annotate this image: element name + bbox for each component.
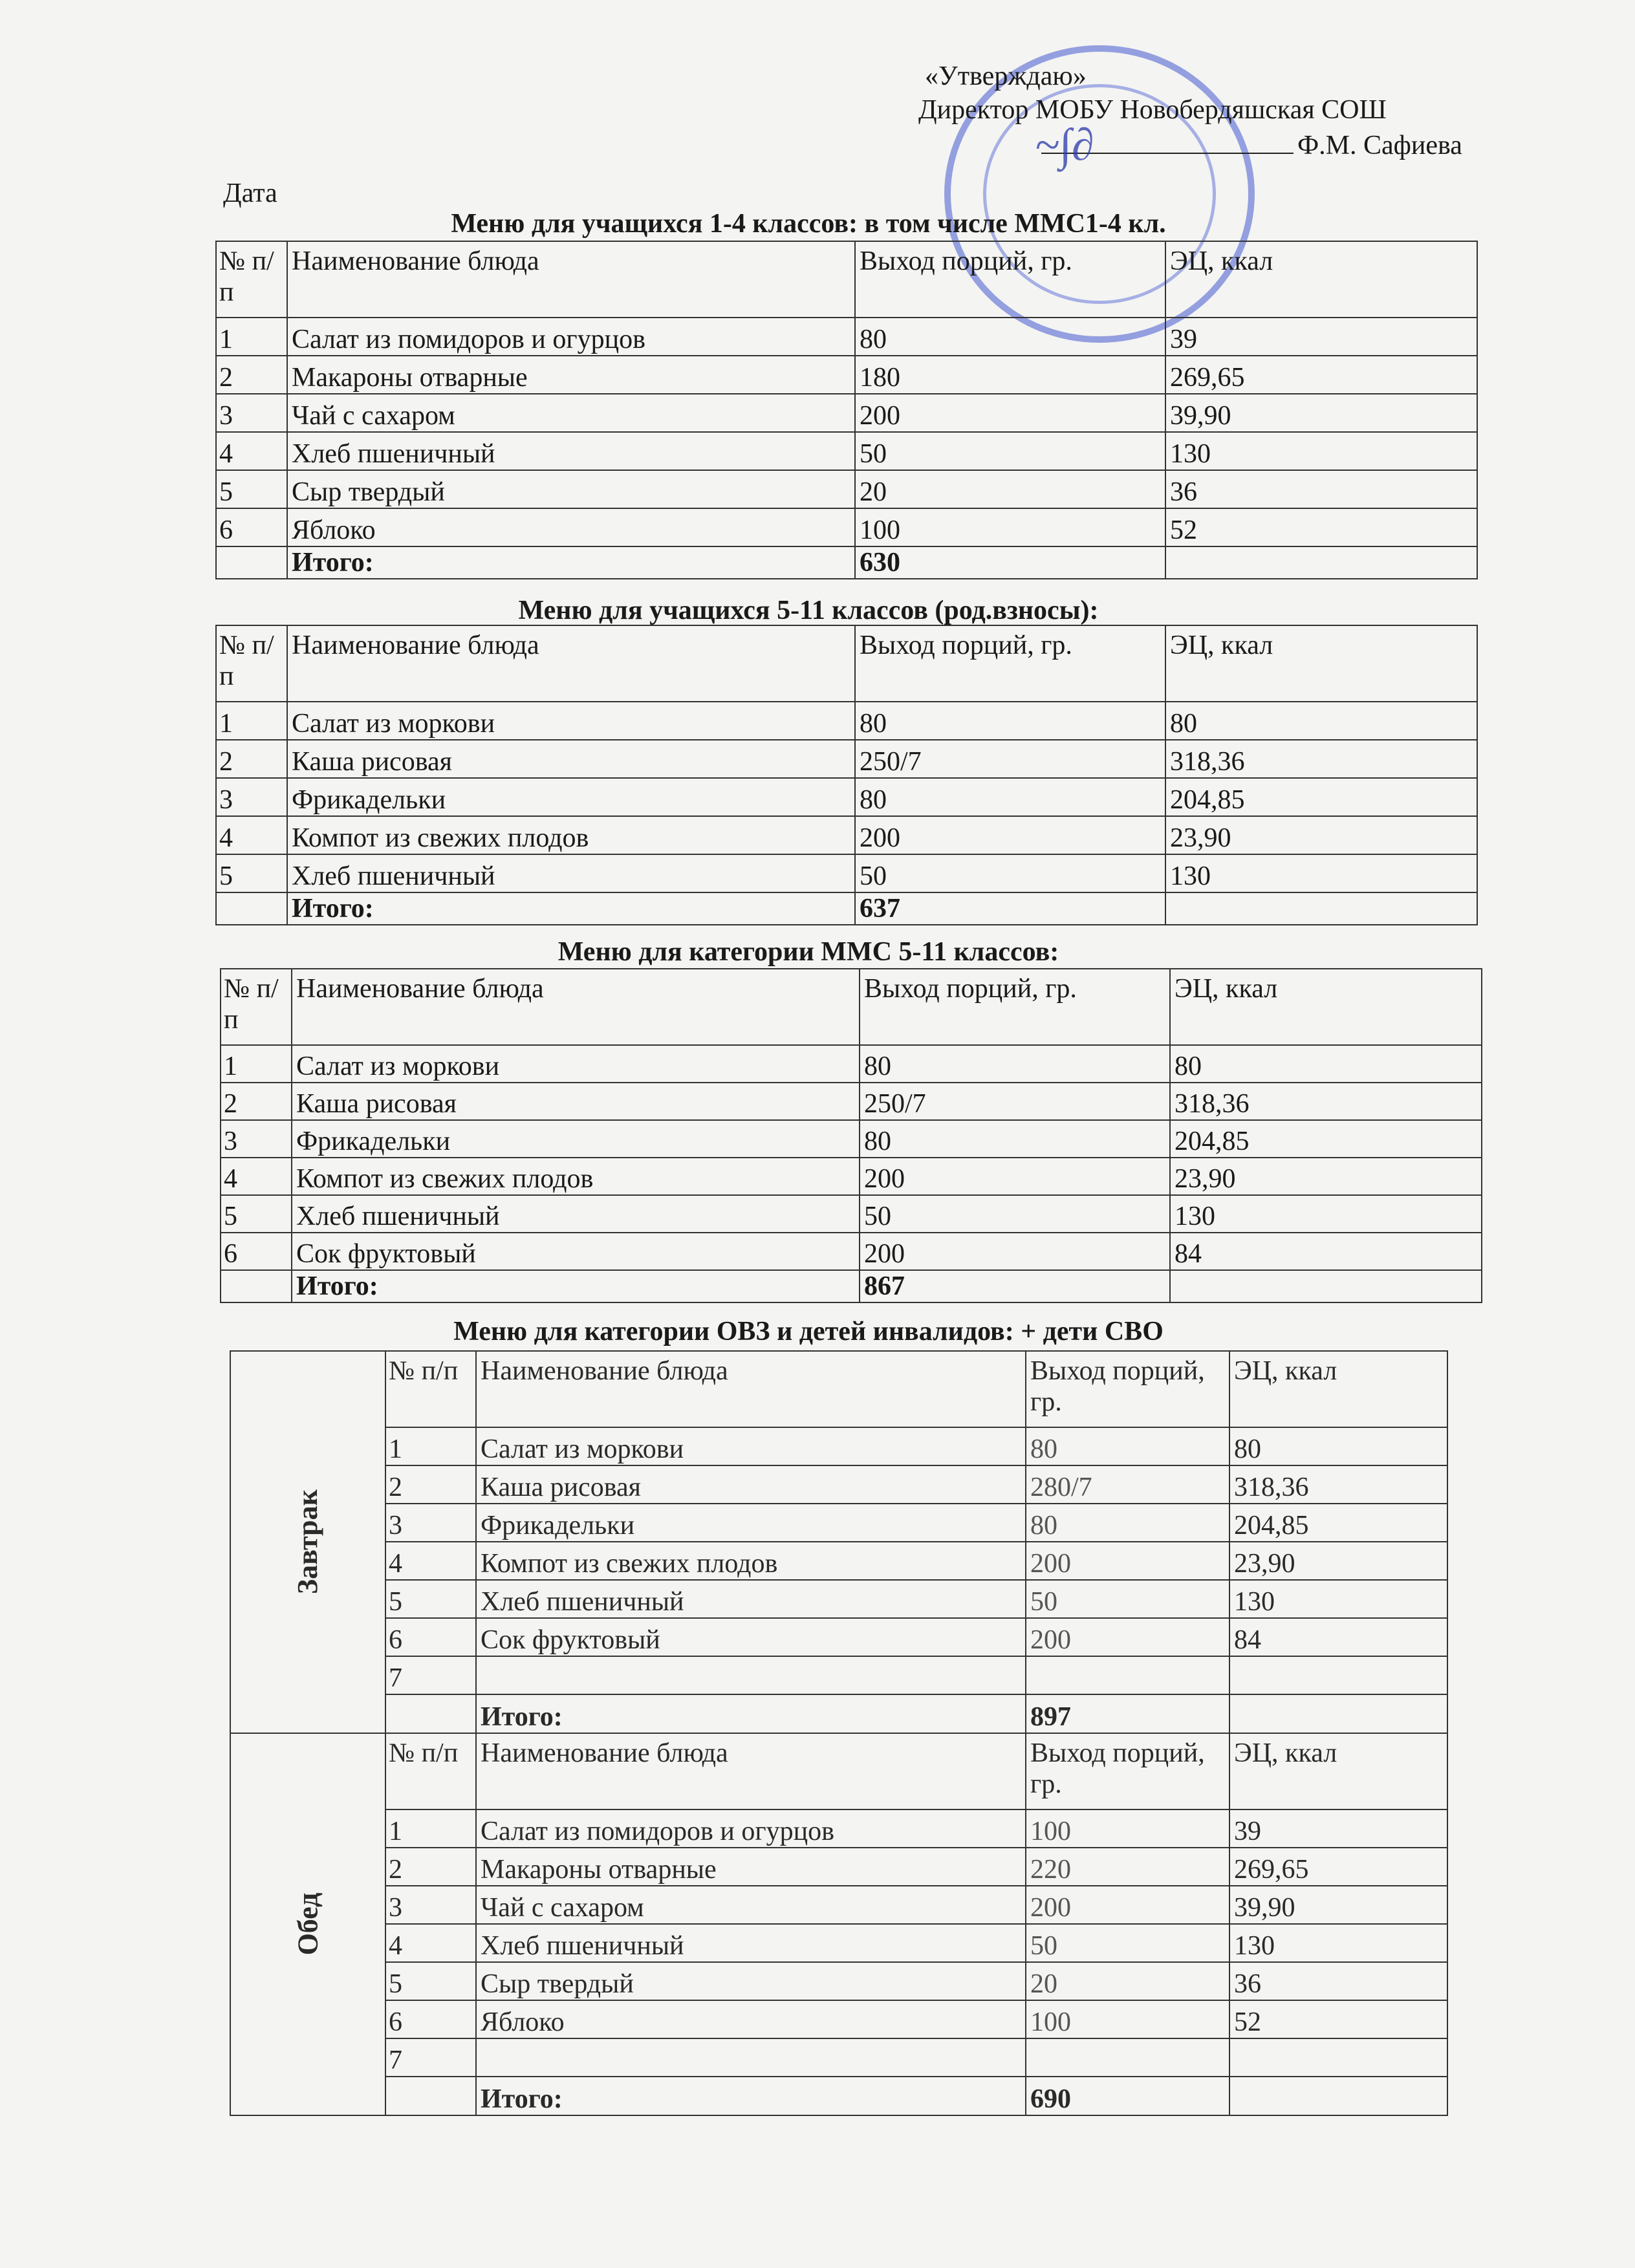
total-value: 637 [855, 892, 1165, 925]
energy-value: 52 [1229, 2000, 1447, 2038]
portion-value: 280/7 [1026, 1465, 1229, 1504]
section4-title: Меню для категории ОВЗ и детей инвалидов: + дети СВО [453, 1317, 1164, 1346]
portion-value: 80 [855, 778, 1165, 816]
col-header-name: Наименование блюда [476, 1733, 1026, 1809]
table-row [230, 1580, 1447, 1618]
dish-name: Салат из моркови [287, 702, 855, 740]
row-number: 4 [216, 432, 287, 470]
table-row [230, 1848, 1447, 1886]
approval-heading: «Утверждаю» [925, 61, 1087, 91]
table-row [230, 1809, 1447, 1848]
portion-value: 220 [1026, 1848, 1229, 1886]
row-number: 1 [216, 702, 287, 740]
table-row [230, 1465, 1447, 1504]
row-number: 2 [385, 1465, 476, 1504]
table-row [216, 854, 1477, 892]
col-header-name: Наименование блюда [287, 241, 855, 318]
energy-value: 39 [1229, 1809, 1447, 1848]
menu-table-ovz [230, 1350, 1448, 2116]
table-row [221, 1120, 1482, 1158]
portion-value: 200 [855, 394, 1165, 432]
portion-value: 200 [1026, 1618, 1229, 1656]
empty-cell [385, 1694, 476, 1733]
approval-block [918, 59, 1462, 162]
portion-value: 50 [855, 854, 1165, 892]
row-number: 3 [216, 778, 287, 816]
total-value: 867 [860, 1270, 1170, 1302]
portion-value: 250/7 [855, 740, 1165, 778]
energy-value [1229, 2038, 1447, 2077]
portion-value [1026, 1656, 1229, 1694]
dish-name: Сок фруктовый [476, 1618, 1026, 1656]
table-row [230, 1962, 1447, 2000]
energy-value: 23,90 [1165, 816, 1477, 854]
total-row [216, 546, 1477, 579]
table-row [216, 508, 1477, 546]
energy-value: 130 [1229, 1924, 1447, 1962]
menu-table-1-4 [215, 241, 1478, 579]
empty-cell [216, 546, 287, 579]
portion-value: 50 [860, 1195, 1170, 1233]
portion-value: 80 [860, 1045, 1170, 1083]
portion-value: 100 [855, 508, 1165, 546]
portion-value: 80 [1026, 1427, 1229, 1465]
dish-name: Хлеб пшеничный [287, 432, 855, 470]
table-row [221, 1158, 1482, 1195]
dish-name: Яблоко [287, 508, 855, 546]
table-header-row [221, 969, 1482, 1045]
row-number: 6 [216, 508, 287, 546]
energy-value: 318,36 [1165, 740, 1477, 778]
dish-name: Сок фруктовый [292, 1233, 860, 1270]
portion-value: 50 [855, 432, 1165, 470]
energy-value: 130 [1165, 854, 1477, 892]
dish-name: Фрикадельки [476, 1504, 1026, 1542]
row-number: 2 [385, 1848, 476, 1886]
energy-value: 269,65 [1229, 1848, 1447, 1886]
empty-cell [1165, 892, 1477, 925]
portion-value: 20 [1026, 1962, 1229, 2000]
dish-name: Фрикадельки [287, 778, 855, 816]
table-row [216, 318, 1477, 356]
dish-name: Хлеб пшеничный [292, 1195, 860, 1233]
energy-value: 84 [1229, 1618, 1447, 1656]
row-number: 7 [385, 2038, 476, 2077]
dish-name: Хлеб пшеничный [476, 1580, 1026, 1618]
table-row [230, 2000, 1447, 2038]
total-row [221, 1270, 1482, 1302]
dish-name: Компот из свежих плодов [476, 1542, 1026, 1580]
col-header-portion: Выход порций, гр. [855, 625, 1165, 702]
total-value: 630 [855, 546, 1165, 579]
row-number: 1 [385, 1427, 476, 1465]
row-number: 5 [216, 854, 287, 892]
table-row [221, 1233, 1482, 1270]
energy-value: 36 [1165, 470, 1477, 508]
col-header-energy: ЭЦ, ккал [1229, 1733, 1447, 1809]
date-label: Дата [223, 178, 277, 208]
row-number: 4 [385, 1924, 476, 1962]
empty-cell [216, 892, 287, 925]
col-header-name: Наименование блюда [292, 969, 860, 1045]
row-number: 3 [216, 394, 287, 432]
col-header-energy: ЭЦ, ккал [1229, 1351, 1447, 1427]
row-number: 1 [216, 318, 287, 356]
energy-value: 23,90 [1229, 1542, 1447, 1580]
dish-name: Сыр твердый [476, 1962, 1026, 2000]
dish-name: Сыр твердый [287, 470, 855, 508]
portion-value: 50 [1026, 1924, 1229, 1962]
portion-value: 50 [1026, 1580, 1229, 1618]
energy-value: 52 [1165, 508, 1477, 546]
col-header-portion: Выход порций, гр. [1026, 1351, 1229, 1427]
energy-value: 204,85 [1170, 1120, 1482, 1158]
total-label: Итого: [476, 2077, 1026, 2115]
energy-value [1229, 1656, 1447, 1694]
energy-value: 318,36 [1170, 1083, 1482, 1120]
row-number: 4 [221, 1158, 292, 1195]
row-number: 3 [385, 1504, 476, 1542]
dish-name: Салат из моркови [476, 1427, 1026, 1465]
row-number: 4 [385, 1542, 476, 1580]
row-number: 2 [221, 1083, 292, 1120]
energy-value: 39,90 [1229, 1886, 1447, 1924]
row-number: 5 [385, 1962, 476, 2000]
row-number: 2 [216, 740, 287, 778]
col-header-name: Наименование блюда [476, 1351, 1026, 1427]
energy-value: 204,85 [1229, 1504, 1447, 1542]
row-number: 7 [385, 1656, 476, 1694]
portion-value: 80 [855, 318, 1165, 356]
total-value: 897 [1026, 1694, 1229, 1733]
portion-value: 180 [855, 356, 1165, 394]
dish-name: Салат из помидоров и огурцов [287, 318, 855, 356]
table-row [230, 1542, 1447, 1580]
col-header-num: № п/п [385, 1351, 476, 1427]
energy-value: 130 [1165, 432, 1477, 470]
total-label: Итого: [287, 546, 855, 579]
empty-cell [1229, 1694, 1447, 1733]
dish-name: Компот из свежих плодов [292, 1158, 860, 1195]
total-row [230, 1694, 1447, 1733]
portion-value: 80 [860, 1120, 1170, 1158]
table-row [216, 356, 1477, 394]
breakfast-label: Завтрак [292, 1489, 323, 1594]
total-label: Итого: [287, 892, 855, 925]
dish-name [476, 2038, 1026, 2077]
menu-table-mms [220, 968, 1482, 1303]
total-value: 690 [1026, 2077, 1229, 2115]
table-row [216, 470, 1477, 508]
empty-cell [385, 2077, 476, 2115]
table-header-row [230, 1733, 1447, 1809]
portion-value: 80 [1026, 1504, 1229, 1542]
col-header-portion: Выход порций, гр. [860, 969, 1170, 1045]
dish-name: Салат из помидоров и огурцов [476, 1809, 1026, 1848]
energy-value: 269,65 [1165, 356, 1477, 394]
table-row [216, 816, 1477, 854]
table-row [230, 2038, 1447, 2077]
col-header-name: Наименование блюда [287, 625, 855, 702]
energy-value: 39 [1165, 318, 1477, 356]
portion-value: 200 [860, 1158, 1170, 1195]
col-header-energy: ЭЦ, ккал [1165, 241, 1477, 318]
row-number: 6 [385, 2000, 476, 2038]
lunch-side-label [230, 1733, 385, 2115]
table-row [221, 1083, 1482, 1120]
dish-name: Макароны отварные [476, 1848, 1026, 1886]
row-number: 5 [216, 470, 287, 508]
col-header-energy: ЭЦ, ккал [1165, 625, 1477, 702]
energy-value: 130 [1229, 1580, 1447, 1618]
table-row [216, 778, 1477, 816]
col-header-portion: Выход порций, гр. [1026, 1733, 1229, 1809]
col-header-energy: ЭЦ, ккал [1170, 969, 1482, 1045]
portion-value: 80 [855, 702, 1165, 740]
empty-cell [1229, 2077, 1447, 2115]
empty-cell [221, 1270, 292, 1302]
portion-value: 250/7 [860, 1083, 1170, 1120]
table-row [230, 1427, 1447, 1465]
table-row [230, 1924, 1447, 1962]
portion-value: 200 [1026, 1542, 1229, 1580]
approval-director-name: Ф.М. Сафиева [1297, 131, 1462, 160]
table-header-row [230, 1351, 1447, 1427]
dish-name: Каша рисовая [292, 1083, 860, 1120]
dish-name: Каша рисовая [287, 740, 855, 778]
table-row [230, 1618, 1447, 1656]
row-number: 5 [221, 1195, 292, 1233]
row-number: 1 [385, 1809, 476, 1848]
energy-value: 36 [1229, 1962, 1447, 2000]
energy-value: 80 [1170, 1045, 1482, 1083]
empty-cell [1165, 546, 1477, 579]
table-row [216, 394, 1477, 432]
dish-name: Каша рисовая [476, 1465, 1026, 1504]
dish-name: Чай с сахаром [476, 1886, 1026, 1924]
portion-value: 20 [855, 470, 1165, 508]
table-row [221, 1045, 1482, 1083]
portion-value: 200 [860, 1233, 1170, 1270]
table-header-row [216, 625, 1477, 702]
portion-value: 200 [855, 816, 1165, 854]
row-number: 1 [221, 1045, 292, 1083]
breakfast-side-label [230, 1351, 385, 1733]
table-row [216, 432, 1477, 470]
col-header-num: № п/п [216, 241, 287, 318]
table-row [216, 702, 1477, 740]
portion-value: 100 [1026, 1809, 1229, 1848]
energy-value: 130 [1170, 1195, 1482, 1233]
dish-name: Яблоко [476, 2000, 1026, 2038]
total-row [230, 2077, 1447, 2115]
portion-value: 100 [1026, 2000, 1229, 2038]
dish-name: Макароны отварные [287, 356, 855, 394]
col-header-num: № п/п [216, 625, 287, 702]
portion-value: 200 [1026, 1886, 1229, 1924]
approval-position: Директор МОБУ Новобердяшская СОШ [918, 95, 1387, 125]
energy-value: 80 [1165, 702, 1477, 740]
row-number: 4 [216, 816, 287, 854]
energy-value: 84 [1170, 1233, 1482, 1270]
col-header-num: № п/п [221, 969, 292, 1045]
table-row [230, 1656, 1447, 1694]
table-row [216, 740, 1477, 778]
section3-title: Меню для категории ММС 5-11 классов: [558, 937, 1059, 967]
empty-cell [1170, 1270, 1482, 1302]
table-row [230, 1886, 1447, 1924]
total-row [216, 892, 1477, 925]
section1-title: Меню для учащихся 1-4 классов: в том числе ММС1-4 кл. [451, 209, 1166, 239]
total-label: Итого: [292, 1270, 860, 1302]
section2-title: Меню для учащихся 5-11 классов (род.взносы): [518, 596, 1099, 625]
energy-value: 80 [1229, 1427, 1447, 1465]
table-row [230, 1504, 1447, 1542]
row-number: 6 [221, 1233, 292, 1270]
dish-name: Компот из свежих плодов [287, 816, 855, 854]
dish-name [476, 1656, 1026, 1694]
row-number: 5 [385, 1580, 476, 1618]
row-number: 2 [216, 356, 287, 394]
col-header-portion: Выход порций, гр. [855, 241, 1165, 318]
energy-value: 39,90 [1165, 394, 1477, 432]
energy-value: 204,85 [1165, 778, 1477, 816]
lunch-label: Обед [291, 1892, 323, 1956]
total-label: Итого: [476, 1694, 1026, 1733]
col-header-num: № п/п [385, 1733, 476, 1809]
row-number: 3 [221, 1120, 292, 1158]
table-header-row [216, 241, 1477, 318]
energy-value: 23,90 [1170, 1158, 1482, 1195]
energy-value: 318,36 [1229, 1465, 1447, 1504]
dish-name: Чай с сахаром [287, 394, 855, 432]
handwritten-signature: ~∫∂ [1035, 120, 1094, 170]
dish-name: Хлеб пшеничный [476, 1924, 1026, 1962]
menu-table-5-11 [215, 625, 1478, 925]
row-number: 3 [385, 1886, 476, 1924]
dish-name: Фрикадельки [292, 1120, 860, 1158]
portion-value [1026, 2038, 1229, 2077]
dish-name: Хлеб пшеничный [287, 854, 855, 892]
dish-name: Салат из моркови [292, 1045, 860, 1083]
table-row [221, 1195, 1482, 1233]
row-number: 6 [385, 1618, 476, 1656]
